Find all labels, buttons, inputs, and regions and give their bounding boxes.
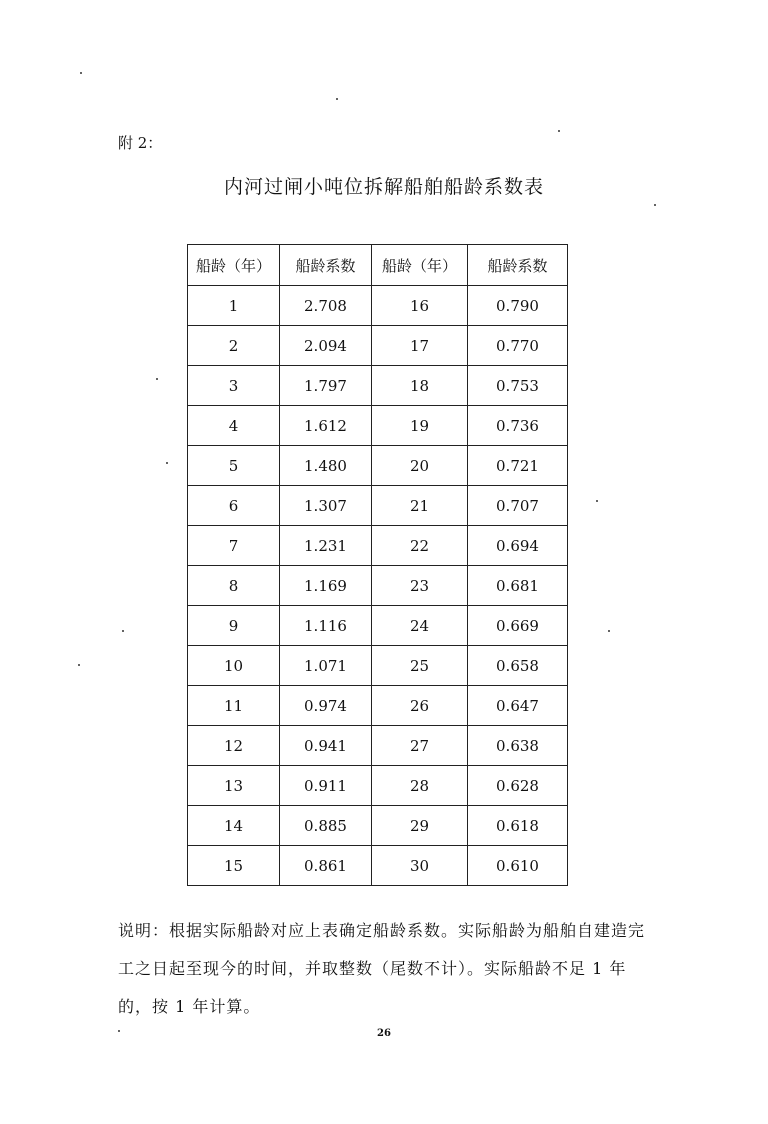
cell-coefficient-right: 0.694 bbox=[468, 526, 568, 566]
table-row bbox=[188, 606, 568, 646]
cell-coefficient-right: 0.790 bbox=[468, 286, 568, 326]
cell-coefficient-left: 1.169 bbox=[280, 566, 372, 606]
cell-age-right: 24 bbox=[372, 606, 468, 646]
table-row bbox=[188, 366, 568, 406]
cell-coefficient-left: 0.885 bbox=[280, 806, 372, 846]
cell-age-left: 5 bbox=[188, 446, 280, 486]
table-header-row bbox=[188, 245, 568, 286]
cell-age-left: 9 bbox=[188, 606, 280, 646]
cell-age-right: 17 bbox=[372, 326, 468, 366]
cell-age-left: 13 bbox=[188, 766, 280, 806]
cell-coefficient-right: 0.618 bbox=[468, 806, 568, 846]
cell-coefficient-left: 1.480 bbox=[280, 446, 372, 486]
scan-speck bbox=[608, 630, 610, 632]
cell-age-left: 2 bbox=[188, 326, 280, 366]
page-number: 26 bbox=[377, 1028, 391, 1039]
cell-coefficient-right: 0.770 bbox=[468, 326, 568, 366]
cell-coefficient-left: 1.612 bbox=[280, 406, 372, 446]
table-row bbox=[188, 446, 568, 486]
cell-coefficient-right: 0.707 bbox=[468, 486, 568, 526]
cell-coefficient-left: 2.094 bbox=[280, 326, 372, 366]
table-row bbox=[188, 326, 568, 366]
cell-age-right: 26 bbox=[372, 686, 468, 726]
cell-age-right: 28 bbox=[372, 766, 468, 806]
table-body bbox=[188, 286, 568, 886]
cell-coefficient-right: 0.721 bbox=[468, 446, 568, 486]
table-row bbox=[188, 406, 568, 446]
attachment-label: 附 2： bbox=[118, 134, 163, 152]
coefficient-table bbox=[187, 244, 568, 886]
scan-speck bbox=[654, 204, 656, 206]
scan-speck bbox=[118, 1030, 120, 1032]
header-coefficient-right: 船龄系数 bbox=[468, 245, 568, 286]
cell-age-left: 15 bbox=[188, 846, 280, 886]
cell-age-right: 30 bbox=[372, 846, 468, 886]
cell-age-right: 19 bbox=[372, 406, 468, 446]
table-row bbox=[188, 566, 568, 606]
cell-age-right: 20 bbox=[372, 446, 468, 486]
table-row bbox=[188, 286, 568, 326]
cell-age-right: 16 bbox=[372, 286, 468, 326]
table-row bbox=[188, 526, 568, 566]
cell-coefficient-right: 0.669 bbox=[468, 606, 568, 646]
cell-age-right: 27 bbox=[372, 726, 468, 766]
scan-speck bbox=[156, 378, 158, 380]
cell-age-left: 3 bbox=[188, 366, 280, 406]
header-age-left: 船龄（年） bbox=[188, 245, 280, 286]
scan-speck bbox=[80, 72, 82, 74]
cell-coefficient-left: 0.974 bbox=[280, 686, 372, 726]
cell-coefficient-left: 2.708 bbox=[280, 286, 372, 326]
header-coefficient-left: 船龄系数 bbox=[280, 245, 372, 286]
table-row bbox=[188, 486, 568, 526]
scan-speck bbox=[122, 630, 124, 632]
cell-age-right: 25 bbox=[372, 646, 468, 686]
cell-coefficient-left: 1.307 bbox=[280, 486, 372, 526]
table-row bbox=[188, 806, 568, 846]
cell-age-left: 6 bbox=[188, 486, 280, 526]
table-row bbox=[188, 726, 568, 766]
cell-age-left: 1 bbox=[188, 286, 280, 326]
cell-coefficient-right: 0.647 bbox=[468, 686, 568, 726]
cell-coefficient-left: 1.231 bbox=[280, 526, 372, 566]
cell-coefficient-right: 0.736 bbox=[468, 406, 568, 446]
cell-coefficient-right: 0.610 bbox=[468, 846, 568, 886]
scan-speck bbox=[558, 130, 560, 132]
cell-age-right: 22 bbox=[372, 526, 468, 566]
cell-age-right: 18 bbox=[372, 366, 468, 406]
cell-age-right: 23 bbox=[372, 566, 468, 606]
cell-age-right: 21 bbox=[372, 486, 468, 526]
cell-coefficient-right: 0.628 bbox=[468, 766, 568, 806]
cell-age-right: 29 bbox=[372, 806, 468, 846]
cell-coefficient-right: 0.658 bbox=[468, 646, 568, 686]
scan-speck bbox=[78, 664, 80, 666]
cell-age-left: 14 bbox=[188, 806, 280, 846]
scan-speck bbox=[166, 462, 168, 464]
cell-coefficient-left: 1.116 bbox=[280, 606, 372, 646]
cell-age-left: 4 bbox=[188, 406, 280, 446]
cell-coefficient-right: 0.638 bbox=[468, 726, 568, 766]
cell-age-left: 7 bbox=[188, 526, 280, 566]
explanation-note: 说明：根据实际船龄对应上表确定船龄系数。实际船龄为船舶自建造完工之日起至现今的时间，并取整数（尾数不计）。实际船龄不足 1 年的，按 1 年计算。 bbox=[118, 921, 646, 1016]
cell-age-left: 12 bbox=[188, 726, 280, 766]
page-title: 内河过闸小吨位拆解船舶船龄系数表 bbox=[223, 176, 544, 198]
cell-coefficient-left: 0.941 bbox=[280, 726, 372, 766]
scan-speck bbox=[336, 98, 338, 100]
cell-age-left: 8 bbox=[188, 566, 280, 606]
header-age-right: 船龄（年） bbox=[372, 245, 468, 286]
cell-coefficient-left: 0.861 bbox=[280, 846, 372, 886]
scan-speck bbox=[596, 500, 598, 502]
table-row bbox=[188, 686, 568, 726]
cell-coefficient-left: 1.071 bbox=[280, 646, 372, 686]
cell-coefficient-right: 0.681 bbox=[468, 566, 568, 606]
table-row bbox=[188, 646, 568, 686]
cell-age-left: 10 bbox=[188, 646, 280, 686]
cell-age-left: 11 bbox=[188, 686, 280, 726]
cell-coefficient-left: 1.797 bbox=[280, 366, 372, 406]
table-row bbox=[188, 766, 568, 806]
cell-coefficient-right: 0.753 bbox=[468, 366, 568, 406]
table-row bbox=[188, 846, 568, 886]
cell-coefficient-left: 0.911 bbox=[280, 766, 372, 806]
